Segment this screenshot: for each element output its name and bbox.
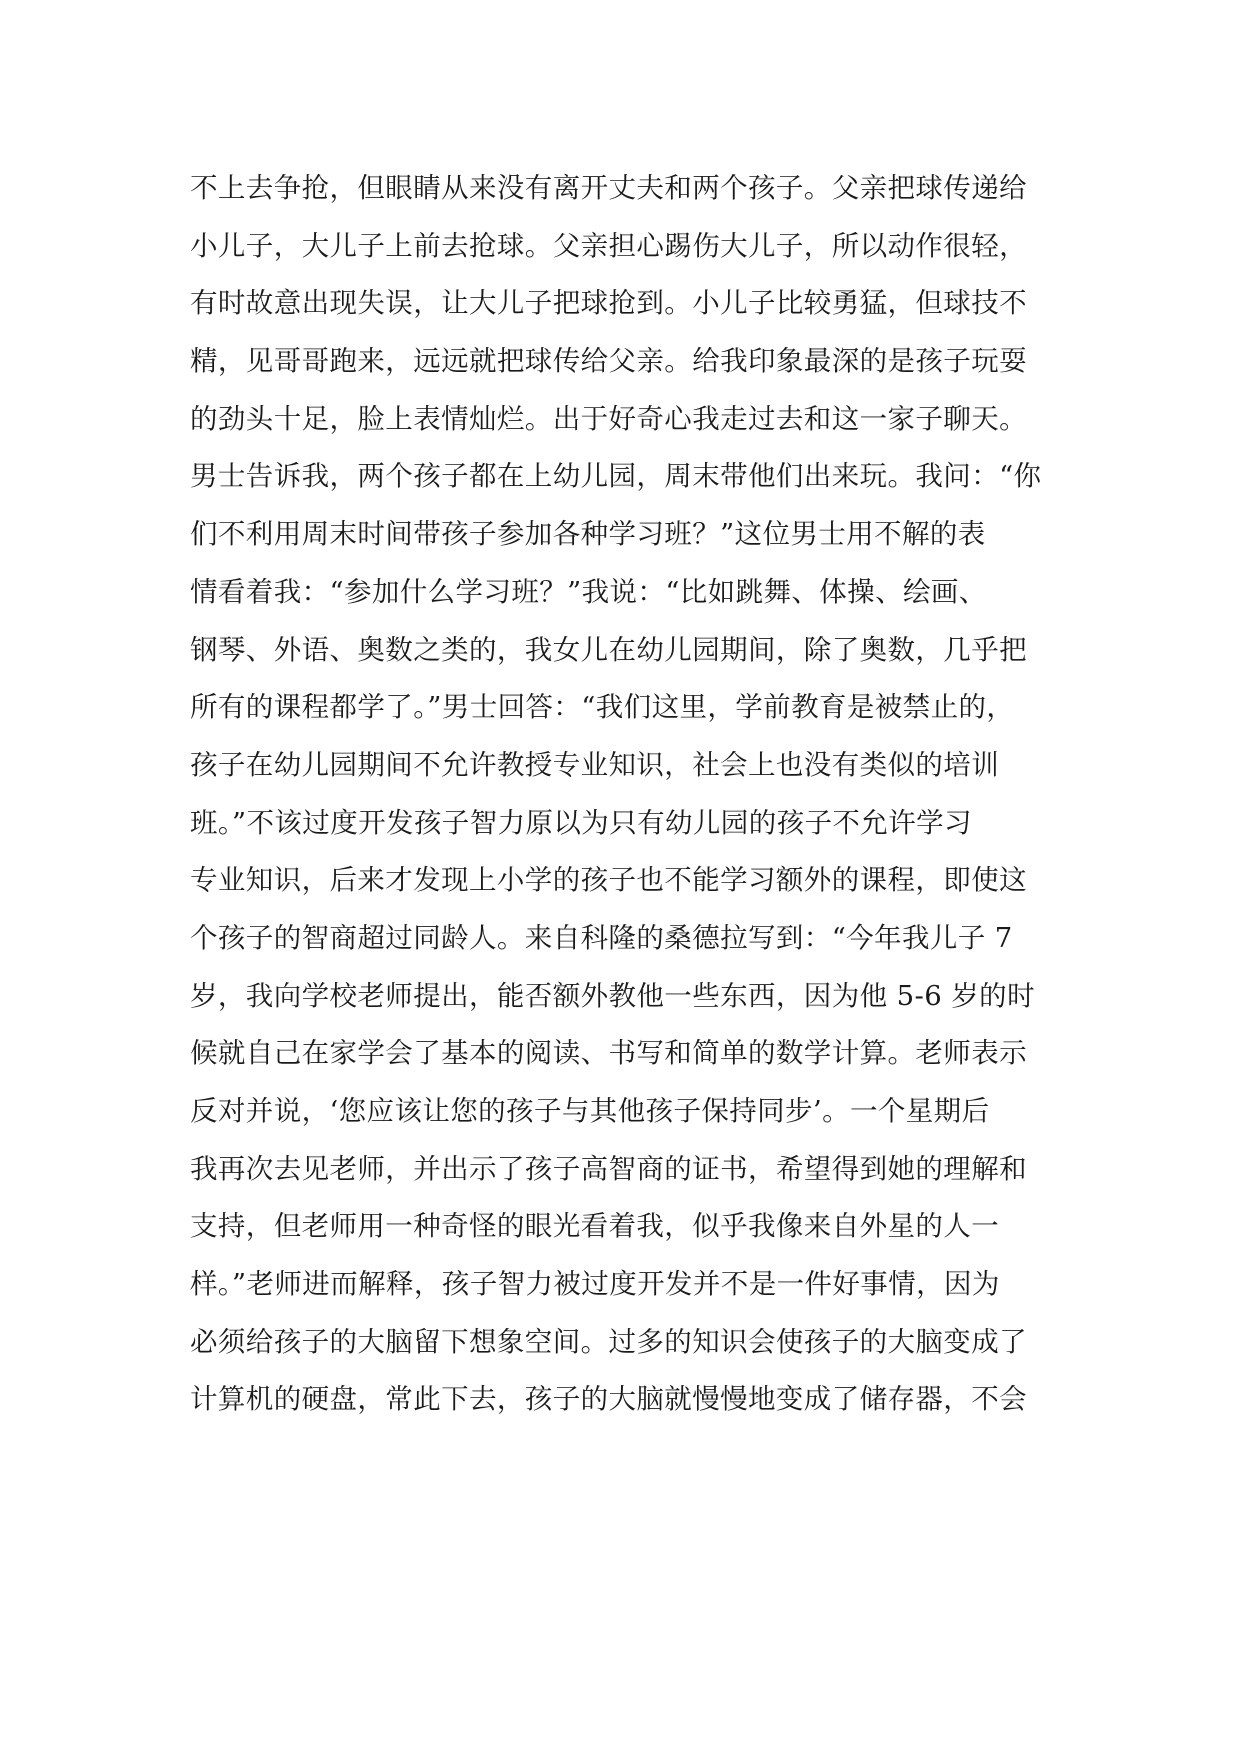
text-line: 我再次去见老师，并出示了孩子高智商的证书，希望得到她的理解和: [190, 1152, 1027, 1185]
text-line: 的劲头十足，脸上表情灿烂。出于好奇心我走过去和这一家子聊天。: [190, 402, 1027, 435]
text-line: 班。”不该过度开发孩子智力原以为只有幼儿园的孩子不允许学习: [190, 806, 972, 839]
text-line: 精，见哥哥跑来，远远就把球传给父亲。给我印象最深的是孩子玩耍: [190, 345, 1027, 378]
body-text: [190, 160, 1070, 1429]
text-line: 孩子在幼儿园期间不允许教授专业知识，社会上也没有类似的培训: [190, 748, 1000, 781]
text-line: 必须给孩子的大脑留下想象空间。过多的知识会使孩子的大脑变成了: [190, 1325, 1027, 1358]
text-line: 情看着我：“参加什么学习班？”我说：“比如跳舞、体操、绘画、: [190, 575, 987, 608]
text-line: 个孩子的智商超过同龄人。来自科隆的桑德拉写到：“今年我儿子 7: [190, 921, 1013, 954]
text-line: 有时故意出现失误，让大儿子把球抢到。小儿子比较勇猛，但球技不: [190, 287, 1027, 320]
text-line: 不上去争抢，但眼睛从来没有离开丈夫和两个孩子。父亲把球传递给: [190, 172, 1027, 204]
text-line: 钢琴、外语、奥数之类的，我女儿在幼儿园期间，除了奥数，几乎把: [190, 633, 1027, 666]
text-line: 们不利用周末时间带孩子参加各种学习班？”这位男士用不解的表: [190, 518, 986, 551]
text-line: 小儿子，大儿子上前去抢球。父亲担心踢伤大儿子，所以动作很轻，: [190, 229, 1027, 262]
text-line: 样。”老师进而解释，孩子智力被过度开发并不是一件好事情，因为: [190, 1268, 1000, 1301]
text-line: 岁，我向学校老师提出，能否额外教他一些东西，因为他 5-6 岁的时: [190, 979, 1035, 1012]
text-line: 支持，但老师用一种奇怪的眼光看着我，似乎我像来自外星的人一: [190, 1210, 1000, 1243]
text-line: 计算机的硬盘，常此下去，孩子的大脑就慢慢地变成了储存器，不会: [190, 1383, 1027, 1416]
text-line: 男士告诉我，两个孩子都在上幼儿园，周末带他们出来玩。我问：“你: [190, 460, 1042, 493]
text-line: 所有的课程都学了。”男士回答：“我们这里，学前教育是被禁止的，: [190, 691, 1015, 724]
text-line: 反对并说，‘您应该让您的孩子与其他孩子保持同步’。一个星期后: [190, 1095, 990, 1127]
text-line: 候就自己在家学会了基本的阅读、书写和简单的数学计算。老师表示: [190, 1037, 1027, 1070]
text-line: 专业知识，后来才发现上小学的孩子也不能学习额外的课程，即使这: [190, 864, 1027, 897]
